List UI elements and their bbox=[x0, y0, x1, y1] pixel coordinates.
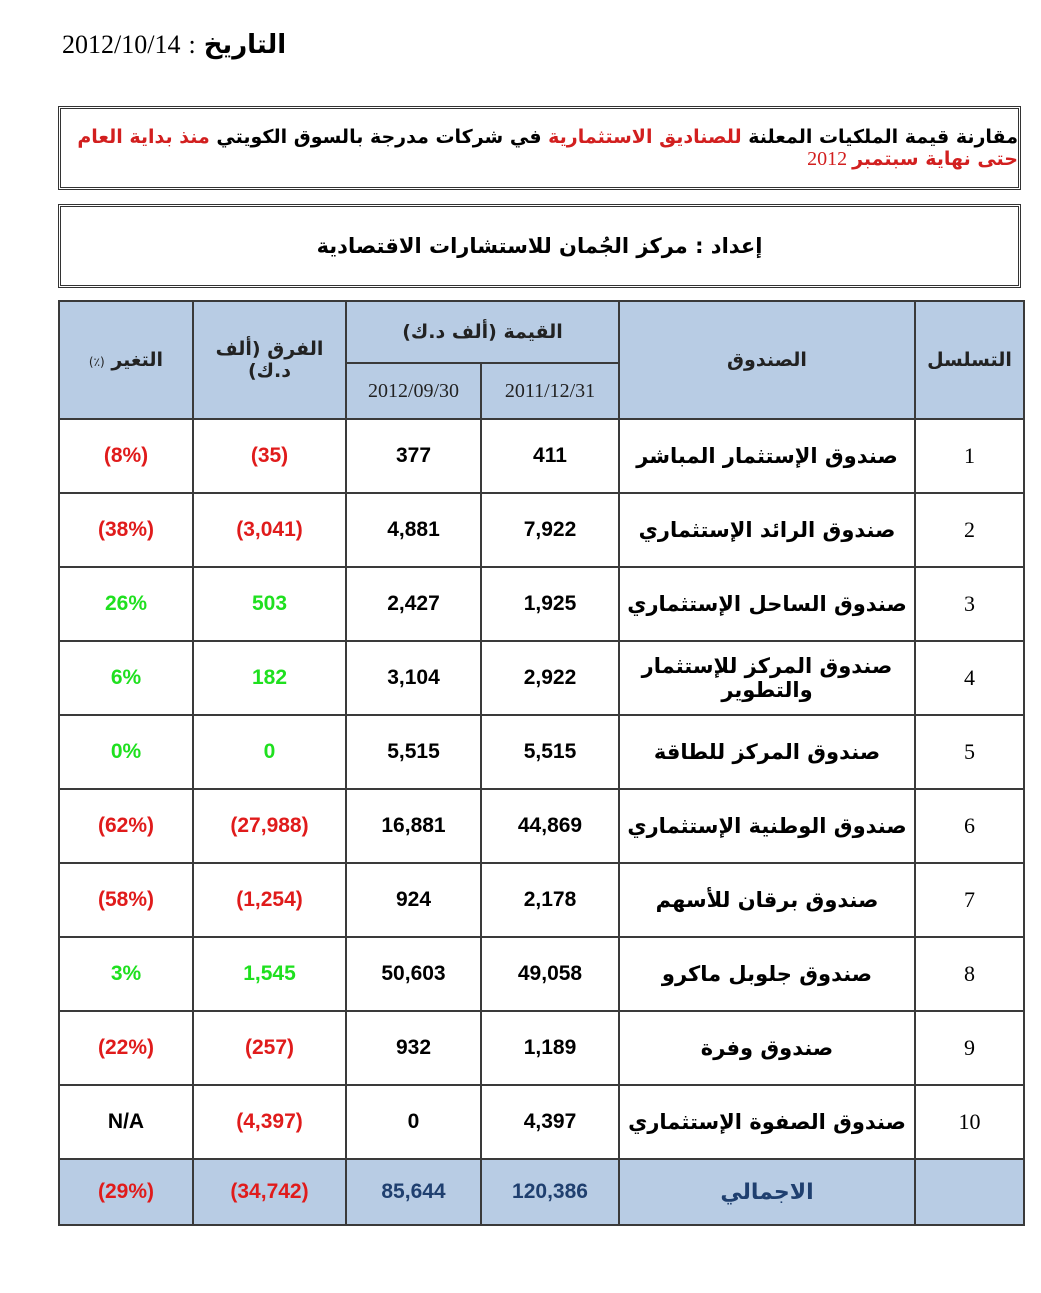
row-seq: 9 bbox=[915, 1011, 1024, 1085]
row-change: (22%) bbox=[59, 1011, 193, 1085]
header-change bbox=[59, 301, 193, 419]
row-value-2011: 44,869 bbox=[481, 789, 619, 863]
row-value-2012: 16,881 bbox=[346, 789, 481, 863]
row-change: 6% bbox=[59, 641, 193, 715]
row-value-2011: 2,178 bbox=[481, 863, 619, 937]
table-row bbox=[59, 715, 1024, 789]
title-part4: منذ بداية العام حتى نهاية سبتمبر bbox=[77, 125, 1018, 170]
prepared-by bbox=[58, 204, 1021, 288]
row-fund: صندوق الصفوة الإستثماري bbox=[619, 1085, 915, 1159]
funds-table bbox=[58, 300, 1025, 1226]
row-change: (58%) bbox=[59, 863, 193, 937]
title-part2: للصناديق الاستثمارية bbox=[548, 125, 742, 148]
table-row bbox=[59, 641, 1024, 715]
row-diff: 1,545 bbox=[193, 937, 346, 1011]
row-seq: 7 bbox=[915, 863, 1024, 937]
row-diff: (4,397) bbox=[193, 1085, 346, 1159]
header-date-2012: 2012/09/30 bbox=[346, 363, 481, 419]
row-fund: صندوق الإستثمار المباشر bbox=[619, 419, 915, 493]
row-change: 0% bbox=[59, 715, 193, 789]
total-2012: 85,644 bbox=[346, 1159, 481, 1225]
row-change: N/A bbox=[59, 1085, 193, 1159]
row-seq: 6 bbox=[915, 789, 1024, 863]
row-seq: 1 bbox=[915, 419, 1024, 493]
row-seq: 10 bbox=[915, 1085, 1024, 1159]
row-value-2011: 1,189 bbox=[481, 1011, 619, 1085]
row-fund: صندوق الرائد الإستثماري bbox=[619, 493, 915, 567]
row-fund: صندوق الساحل الإستثماري bbox=[619, 567, 915, 641]
row-value-2011: 7,922 bbox=[481, 493, 619, 567]
row-value-2012: 377 bbox=[346, 419, 481, 493]
row-fund: صندوق المركز للطاقة bbox=[619, 715, 915, 789]
total-row bbox=[59, 1159, 1024, 1225]
date-value: 2012/10/14 bbox=[62, 30, 181, 59]
row-value-2011: 1,925 bbox=[481, 567, 619, 641]
total-label: الاجمالي bbox=[619, 1159, 915, 1225]
header-fund: الصندوق bbox=[619, 301, 915, 419]
table-row bbox=[59, 1085, 1024, 1159]
total-diff: (34,742) bbox=[193, 1159, 346, 1225]
row-value-2012: 2,427 bbox=[346, 567, 481, 641]
row-value-2012: 932 bbox=[346, 1011, 481, 1085]
date-separator: : bbox=[188, 30, 196, 59]
row-fund: صندوق الوطنية الإستثماري bbox=[619, 789, 915, 863]
table-row bbox=[59, 863, 1024, 937]
prepared-by-text: إعداد : مركز الجُمان للاستشارات الاقتصادية bbox=[316, 234, 763, 258]
row-seq: 3 bbox=[915, 567, 1024, 641]
row-diff: (27,988) bbox=[193, 789, 346, 863]
row-value-2011: 5,515 bbox=[481, 715, 619, 789]
row-seq: 5 bbox=[915, 715, 1024, 789]
table-row bbox=[59, 1011, 1024, 1085]
row-value-2012: 50,603 bbox=[346, 937, 481, 1011]
table-row bbox=[59, 419, 1024, 493]
row-value-2012: 5,515 bbox=[346, 715, 481, 789]
row-seq: 2 bbox=[915, 493, 1024, 567]
row-change: (8%) bbox=[59, 419, 193, 493]
row-fund: صندوق وفرة bbox=[619, 1011, 915, 1085]
row-value-2011: 411 bbox=[481, 419, 619, 493]
header-diff: الفرق (ألف د.ك) bbox=[193, 301, 346, 419]
date-line bbox=[62, 30, 286, 70]
table-row bbox=[59, 493, 1024, 567]
row-value-2012: 0 bbox=[346, 1085, 481, 1159]
header-date-2011: 2011/12/31 bbox=[481, 363, 619, 419]
row-diff: (35) bbox=[193, 419, 346, 493]
total-2011: 120,386 bbox=[481, 1159, 619, 1225]
row-value-2011: 4,397 bbox=[481, 1085, 619, 1159]
row-diff: 182 bbox=[193, 641, 346, 715]
title-year: 2012 bbox=[807, 147, 853, 170]
row-value-2012: 924 bbox=[346, 863, 481, 937]
row-change: (38%) bbox=[59, 493, 193, 567]
row-fund: صندوق المركز للإستثمار والتطوير bbox=[619, 641, 915, 715]
row-diff: (257) bbox=[193, 1011, 346, 1085]
date-label: التاريخ bbox=[203, 30, 287, 60]
header-value: القيمة (ألف د.ك) bbox=[346, 301, 619, 363]
row-seq: 8 bbox=[915, 937, 1024, 1011]
header-change-unit: (٪) bbox=[88, 355, 105, 369]
row-value-2012: 4,881 bbox=[346, 493, 481, 567]
table-row bbox=[59, 789, 1024, 863]
total-change: (29%) bbox=[59, 1159, 193, 1225]
header-change-label: التغير bbox=[111, 349, 164, 371]
row-change: 26% bbox=[59, 567, 193, 641]
title-part1: مقارنة قيمة الملكيات المعلنة bbox=[741, 125, 1018, 148]
title-part3: في شركات مدرجة بالسوق الكويتي bbox=[209, 125, 549, 148]
row-diff: (1,254) bbox=[193, 863, 346, 937]
table-row bbox=[59, 567, 1024, 641]
row-change: 3% bbox=[59, 937, 193, 1011]
row-diff: 0 bbox=[193, 715, 346, 789]
row-value-2012: 3,104 bbox=[346, 641, 481, 715]
row-diff: (3,041) bbox=[193, 493, 346, 567]
row-fund: صندوق برقان للأسهم bbox=[619, 863, 915, 937]
row-fund: صندوق جلوبل ماكرو bbox=[619, 937, 915, 1011]
row-value-2011: 49,058 bbox=[481, 937, 619, 1011]
row-diff: 503 bbox=[193, 567, 346, 641]
report-title bbox=[58, 106, 1021, 190]
table-row bbox=[59, 937, 1024, 1011]
row-value-2011: 2,922 bbox=[481, 641, 619, 715]
row-change: (62%) bbox=[59, 789, 193, 863]
row-seq: 4 bbox=[915, 641, 1024, 715]
header-seq: التسلسل bbox=[915, 301, 1024, 419]
